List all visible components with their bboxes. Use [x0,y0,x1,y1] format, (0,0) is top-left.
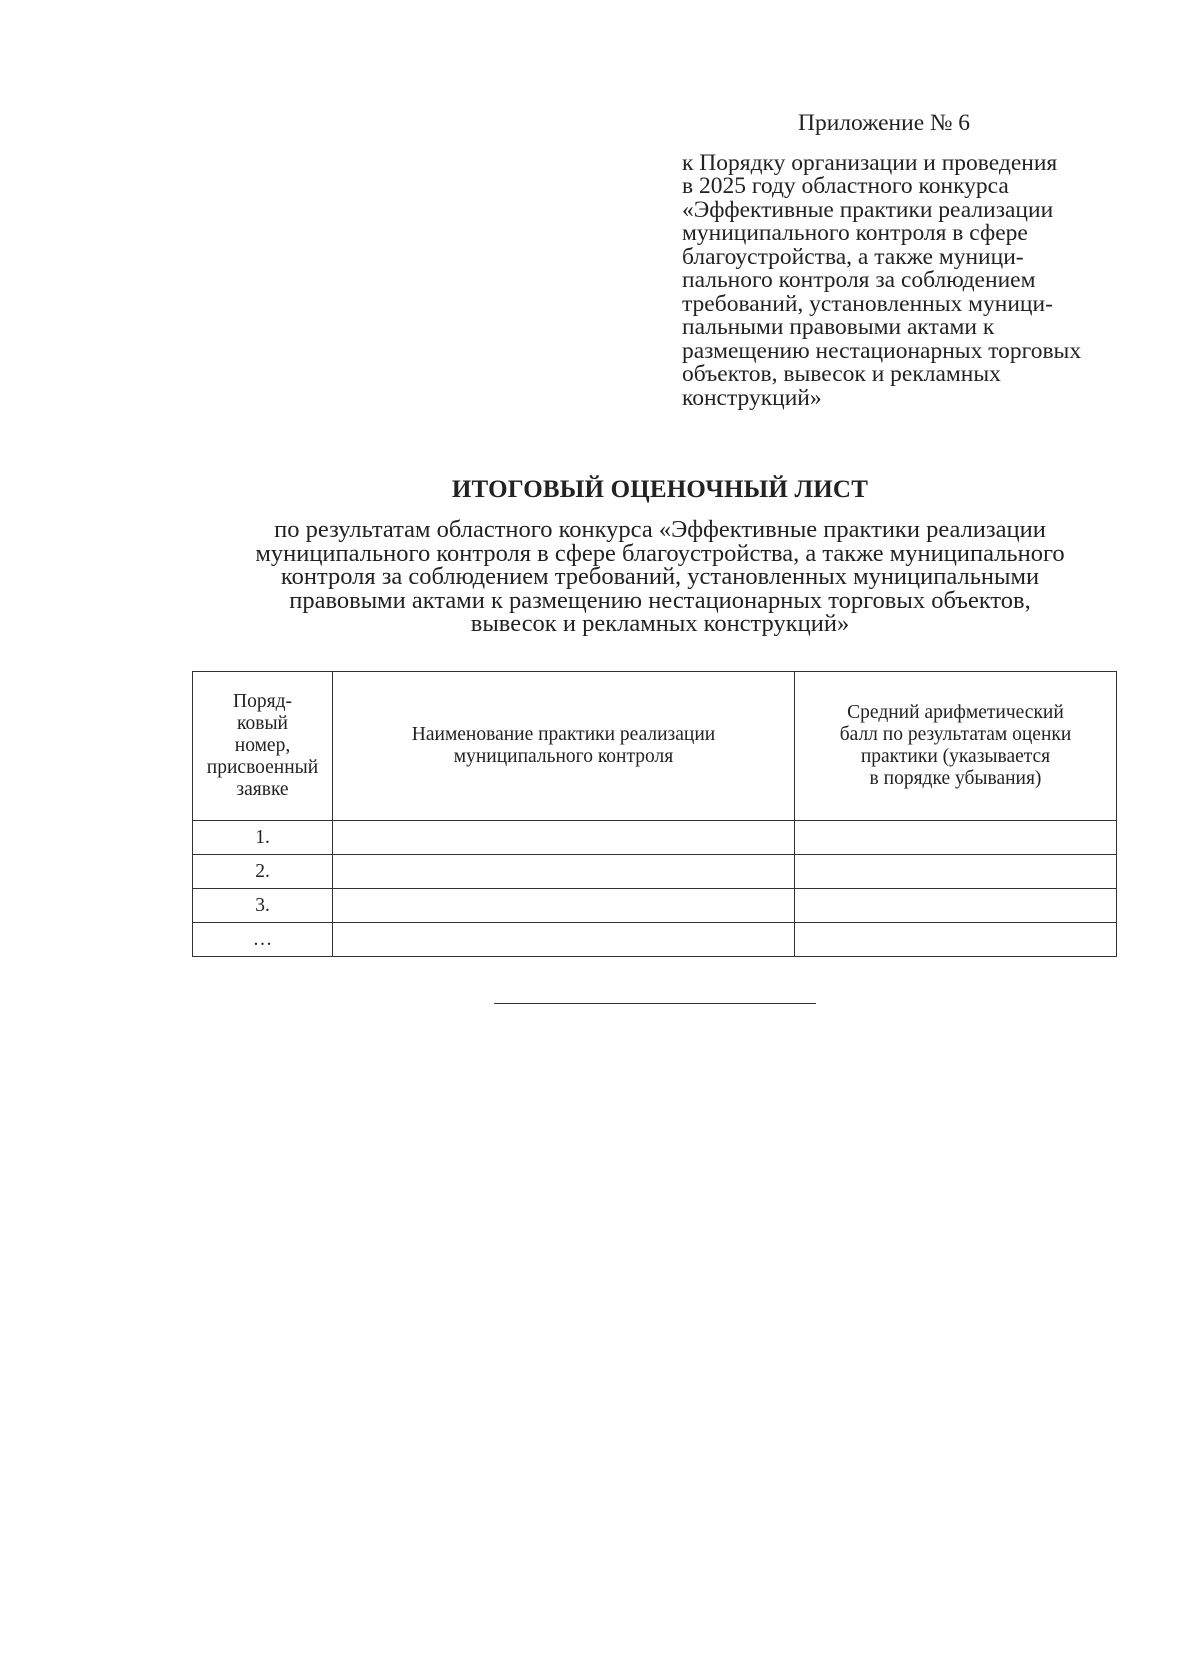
header-practice-name [333,672,795,821]
table-row [193,923,1117,957]
end-separator-line [494,1003,816,1004]
header-number [193,672,333,821]
appendix-line: благоустройства, а также муници- [682,243,1024,270]
row-number-cell: 3. [193,889,333,923]
row-number-cell: 2. [193,855,333,889]
row-score-cell [795,855,1117,889]
header-number-line: заявке [236,779,289,800]
table-row [193,821,1117,855]
row-name-cell [333,855,795,889]
appendix-line: конструкций» [682,384,822,411]
appendix-block [682,112,1122,410]
table-row [193,855,1117,889]
row-score-cell [795,923,1117,957]
appendix-line: требований, установленных муници- [682,290,1053,317]
row-number-cell: 1. [193,821,333,855]
row-name-cell [333,889,795,923]
header-average-score-line: Средний арифметический [847,702,1064,723]
table-header-row [193,672,1117,821]
appendix-line: размещению нестационарных торговых [682,337,1082,364]
header-number-line: ковый [237,713,288,734]
appendix-line: к Порядку организации и проведения [682,149,1058,176]
table-row [193,889,1117,923]
appendix-line: объектов, вывесок и рекламных [682,361,1001,387]
subtitle-line: контроля за соблюдением требований, установленных муниципальными [280,563,1040,590]
row-number-cell: … [193,923,333,957]
document-title: ИТОГОВЫЙ ОЦЕНОЧНЫЙ ЛИСТ [451,476,869,503]
header-number-line: номер, [234,735,291,756]
row-score-cell [795,889,1117,923]
subtitle-line: вывесок и рекламных конструкций» [470,610,850,637]
subtitle-line: правовыми актами к размещению нестационарных торговых объектов, [289,586,1031,614]
header-practice-name-line: Наименование практики реализации [411,724,716,745]
appendix-line: пального контроля за соблюдением [682,267,1036,293]
subtitle-line: муниципального контроля в сфере благоустройства, а также муниципального [255,539,1065,567]
header-practice-name-line: муниципального контроля [453,746,674,767]
row-name-cell [333,923,795,957]
header-average-score-line: практики (указывается [860,746,1051,767]
appendix-line: «Эффективные практики реализации [682,196,1054,223]
header-average-score-line: балл по результатам оценки [839,724,1072,745]
appendix-line: в 2025 году областного конкурса [682,173,1009,199]
appendix-line: муниципального контроля в сфере [682,220,1028,246]
header-number-line: присвоенный [206,757,319,778]
document-subtitle [160,518,1160,636]
header-average-score [795,672,1117,821]
header-average-score-line: в порядке убывания) [869,768,1042,789]
header-number-line: Поряд- [233,691,292,712]
row-name-cell [333,821,795,855]
score-table [192,671,1117,957]
appendix-title: Приложение № 6 [798,110,971,136]
row-score-cell [795,821,1117,855]
appendix-line: пальными правовыми актами к [682,314,995,340]
subtitle-line: по результатам областного конкурса «Эффективные практики реализации [274,516,1046,543]
